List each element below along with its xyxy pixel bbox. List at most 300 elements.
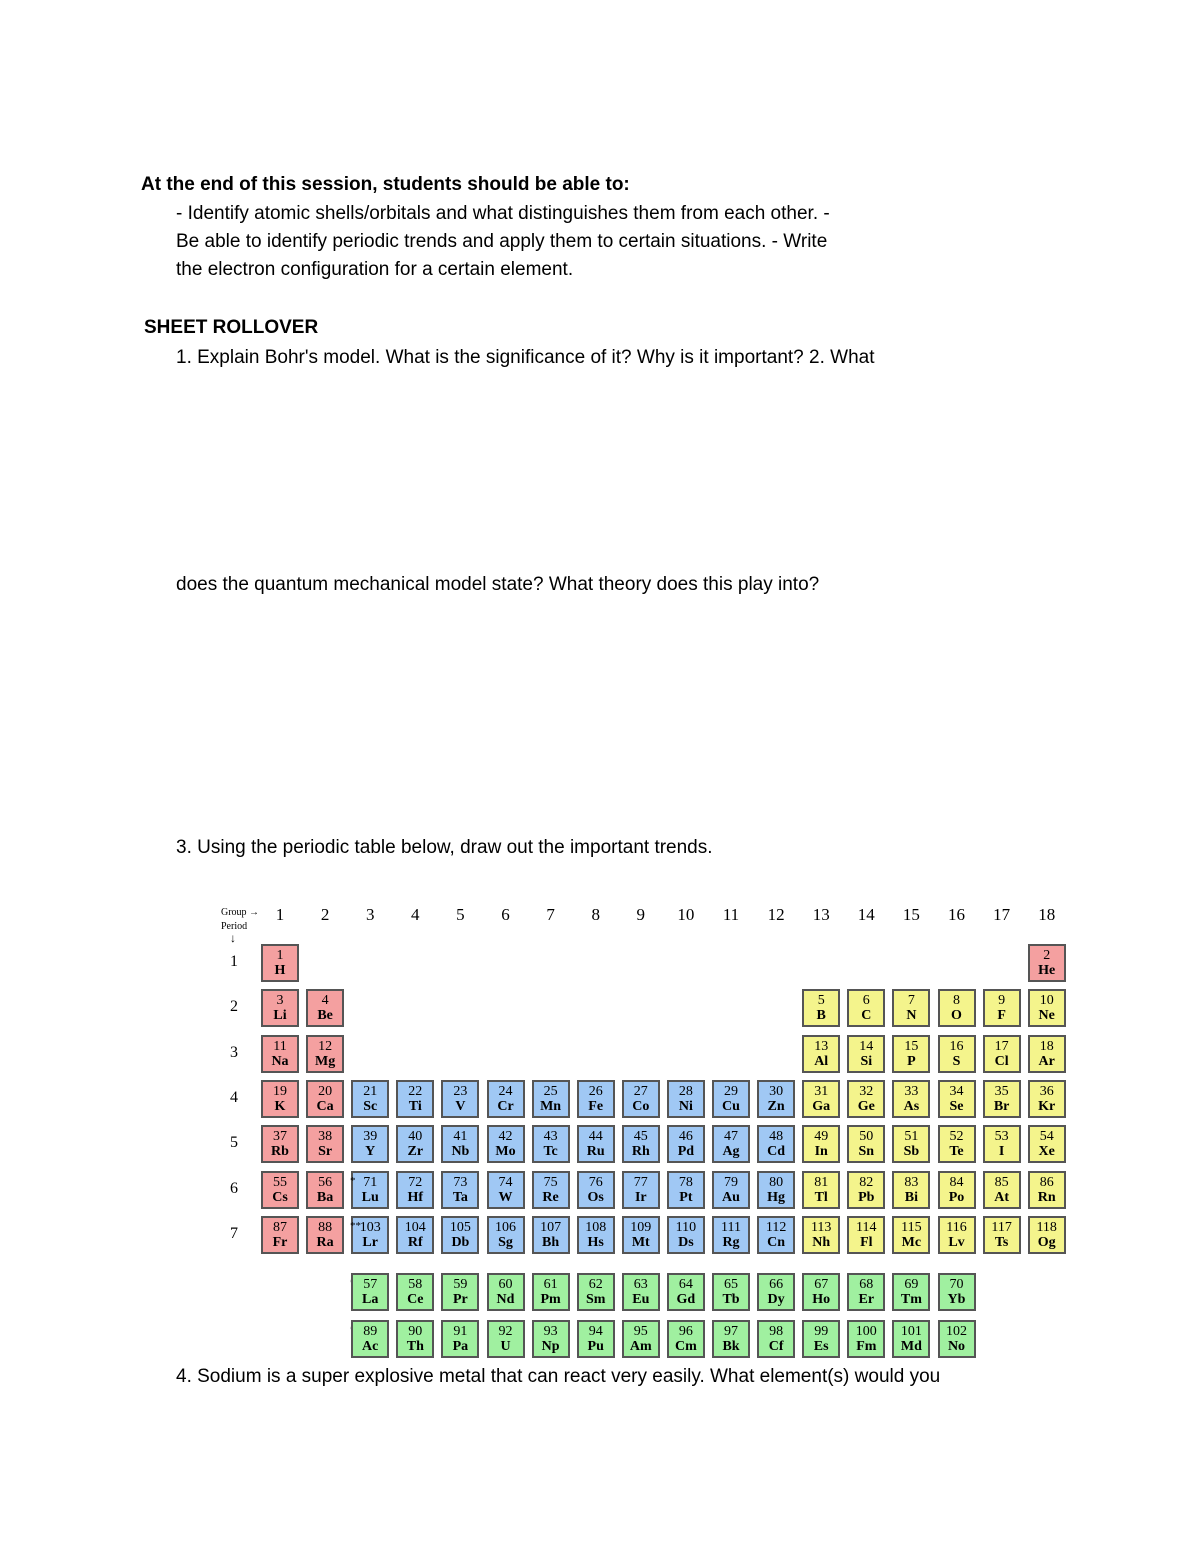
element-symbol: At <box>994 1189 1009 1205</box>
element-symbol: Hg <box>767 1189 786 1205</box>
element-symbol: Bh <box>542 1234 560 1250</box>
element-symbol: Dy <box>767 1292 785 1307</box>
atomic-number: 117 <box>991 1219 1012 1235</box>
atomic-number: 7 <box>907 993 915 1009</box>
element-cell <box>577 1171 615 1209</box>
element-symbol: Ca <box>316 1098 334 1114</box>
period-arrow: ↓ <box>230 931 236 945</box>
element-symbol: Zr <box>407 1144 424 1160</box>
element-cell <box>396 1171 434 1209</box>
element-cell <box>441 1125 479 1163</box>
element-cell <box>938 989 976 1027</box>
element-cell <box>261 989 299 1027</box>
element-cell <box>441 1080 479 1118</box>
atomic-number: 41 <box>453 1129 468 1145</box>
element-cell <box>757 1125 795 1163</box>
atomic-number: 58 <box>408 1277 423 1292</box>
element-cell <box>712 1320 750 1358</box>
atomic-number: 54 <box>1039 1129 1054 1145</box>
element-symbol: P <box>907 1053 916 1069</box>
element-cell <box>667 1273 705 1311</box>
group-number: 1 <box>275 905 285 924</box>
element-symbol: Am <box>629 1339 652 1354</box>
atomic-number: 87 <box>273 1219 287 1235</box>
element-cell <box>261 1035 299 1073</box>
group-number: 9 <box>636 905 646 924</box>
element-symbol: S <box>952 1053 961 1069</box>
atomic-number: 107 <box>540 1219 562 1235</box>
element-cell <box>847 1125 885 1163</box>
atomic-number: 83 <box>904 1174 919 1190</box>
group-number: 12 <box>767 905 785 924</box>
element-symbol: Eu <box>632 1292 650 1307</box>
atomic-number: 20 <box>318 1083 333 1099</box>
element-symbol: Br <box>993 1098 1010 1114</box>
element-symbol: Cl <box>994 1053 1009 1069</box>
question-1: 1. Explain Bohr's model. What is the significance of it? Why is it important? 2. What <box>176 347 875 368</box>
element-symbol: Sb <box>903 1144 920 1160</box>
element-symbol: Sr <box>318 1144 333 1160</box>
period-number: 2 <box>230 998 238 1016</box>
element-cell <box>1028 944 1066 982</box>
atomic-number: 10 <box>1039 993 1054 1009</box>
atomic-number: 73 <box>453 1174 468 1190</box>
atomic-number: 47 <box>724 1129 738 1145</box>
element-cell <box>532 1216 570 1254</box>
element-symbol: H <box>274 963 286 978</box>
atomic-number: 22 <box>408 1083 423 1099</box>
element-cell <box>938 1320 976 1358</box>
element-cell <box>351 1171 389 1209</box>
objective-line-2: Be able to identify periodic trends and apply them to certain situations. - Write <box>176 231 828 252</box>
atomic-number: 59 <box>453 1277 468 1292</box>
element-symbol: Pu <box>587 1339 604 1354</box>
atomic-number: 27 <box>633 1083 648 1099</box>
element-cell <box>802 989 840 1027</box>
atomic-number: 70 <box>949 1277 964 1292</box>
atomic-number: 110 <box>675 1219 697 1235</box>
element-cell <box>622 1320 660 1358</box>
atomic-number: 115 <box>901 1219 922 1235</box>
element-cell <box>306 1171 344 1209</box>
atomic-number: 97 <box>724 1324 738 1339</box>
element-cell <box>892 1125 930 1163</box>
element-symbol: Md <box>900 1339 922 1354</box>
element-symbol: Nh <box>812 1234 831 1250</box>
element-cell <box>1028 1035 1066 1073</box>
element-cell <box>396 1320 434 1358</box>
element-symbol: Ge <box>857 1098 875 1114</box>
atomic-number: 46 <box>678 1129 693 1145</box>
element-cell <box>577 1125 615 1163</box>
element-cell <box>667 1125 705 1163</box>
atomic-number: 79 <box>724 1174 738 1190</box>
atomic-number: 86 <box>1039 1174 1054 1190</box>
element-symbol: Ts <box>994 1234 1009 1250</box>
element-cell <box>1028 1080 1066 1118</box>
element-cell <box>261 1171 299 1209</box>
element-cell <box>938 1273 976 1311</box>
element-cell <box>757 1080 795 1118</box>
element-cell <box>667 1320 705 1358</box>
element-symbol: Tb <box>722 1292 740 1307</box>
atomic-number: 19 <box>273 1083 287 1099</box>
element-cell <box>802 1080 840 1118</box>
atomic-number: 63 <box>633 1277 648 1292</box>
atomic-number: 16 <box>949 1038 964 1054</box>
group-number: 5 <box>456 905 465 924</box>
element-cell <box>757 1273 795 1311</box>
atomic-number: 72 <box>408 1174 423 1190</box>
element-cell <box>577 1320 615 1358</box>
atomic-number: 49 <box>814 1129 829 1145</box>
element-symbol: Te <box>949 1144 964 1160</box>
atomic-number: 64 <box>678 1277 693 1292</box>
period-number: 1 <box>230 953 238 970</box>
atomic-number: 55 <box>273 1174 287 1190</box>
element-cell <box>306 989 344 1027</box>
element-cell <box>622 1171 660 1209</box>
element-cell <box>351 1273 389 1311</box>
element-cell <box>938 1125 976 1163</box>
element-cell <box>261 1080 299 1118</box>
atomic-number: 50 <box>859 1129 874 1145</box>
element-cell <box>847 1320 885 1358</box>
group-number: 11 <box>722 905 740 924</box>
element-symbol: Be <box>317 1008 333 1024</box>
element-symbol: Re <box>542 1189 559 1205</box>
element-cell <box>577 1080 615 1118</box>
atomic-number: 94 <box>588 1324 603 1339</box>
period-number: 4 <box>230 1088 238 1106</box>
element-cell <box>757 1216 795 1254</box>
element-symbol: Na <box>271 1053 289 1069</box>
atomic-number: 101 <box>900 1324 922 1339</box>
element-symbol: Kr <box>1038 1098 1056 1114</box>
element-symbol: Li <box>273 1008 287 1024</box>
atomic-number: 96 <box>678 1324 693 1339</box>
atomic-number: 90 <box>408 1324 423 1339</box>
element-cell <box>983 989 1021 1027</box>
element-symbol: Th <box>406 1339 424 1354</box>
atomic-number: 44 <box>588 1129 603 1145</box>
group-number: 14 <box>857 905 875 924</box>
element-cell <box>306 1125 344 1163</box>
element-cell <box>441 1320 479 1358</box>
atomic-number: 8 <box>953 993 960 1009</box>
element-cell <box>622 1216 660 1254</box>
element-cell <box>667 1080 705 1118</box>
element-cell <box>802 1320 840 1358</box>
atomic-number: 4 <box>321 993 329 1009</box>
atomic-number: 57 <box>363 1277 378 1292</box>
element-symbol: Cf <box>768 1339 784 1354</box>
atomic-number: 39 <box>363 1129 378 1145</box>
element-cell <box>847 989 885 1027</box>
atomic-number: 71 <box>363 1174 378 1190</box>
element-cell <box>396 1273 434 1311</box>
actinide-marker: ** <box>350 1219 361 1232</box>
atomic-number: 98 <box>769 1324 784 1339</box>
element-symbol: Ag <box>722 1144 740 1160</box>
element-symbol: Gd <box>676 1292 696 1307</box>
period-number: 5 <box>230 1134 238 1152</box>
element-symbol: Mo <box>495 1144 516 1160</box>
element-symbol: Ti <box>408 1098 422 1114</box>
element-symbol: Ta <box>452 1189 468 1205</box>
element-symbol: Bi <box>904 1189 918 1205</box>
atomic-number: 111 <box>721 1219 741 1235</box>
element-cell <box>712 1273 750 1311</box>
element-cell <box>1028 989 1066 1027</box>
atomic-number: 93 <box>543 1324 558 1339</box>
element-symbol: U <box>500 1339 511 1354</box>
group-number: 10 <box>677 905 695 924</box>
element-cell <box>396 1125 434 1163</box>
atomic-number: 102 <box>946 1324 967 1339</box>
element-cell <box>396 1216 434 1254</box>
element-symbol: Sn <box>858 1144 875 1160</box>
element-cell <box>712 1125 750 1163</box>
atomic-number: 62 <box>588 1277 603 1292</box>
atomic-number: 34 <box>949 1083 964 1099</box>
element-symbol: Ne <box>1038 1008 1055 1024</box>
element-symbol: Zn <box>767 1098 785 1114</box>
atomic-number: 92 <box>498 1324 513 1339</box>
atomic-number: 68 <box>859 1277 874 1292</box>
element-cell <box>487 1125 525 1163</box>
element-symbol: In <box>814 1144 828 1160</box>
atomic-number: 104 <box>404 1219 426 1235</box>
atomic-number: 28 <box>678 1083 693 1099</box>
element-cell <box>983 1035 1021 1073</box>
element-symbol: Fm <box>856 1339 877 1354</box>
element-symbol: W <box>498 1189 513 1205</box>
element-symbol: Rh <box>631 1144 650 1160</box>
atomic-number: 6 <box>862 993 870 1009</box>
element-symbol: Lu <box>361 1189 379 1205</box>
element-symbol: Lv <box>948 1234 965 1250</box>
element-symbol: F <box>997 1008 1006 1024</box>
element-cell <box>261 1125 299 1163</box>
element-symbol: Pr <box>453 1292 468 1307</box>
element-symbol: Hs <box>587 1234 604 1250</box>
atomic-number: 103 <box>359 1219 381 1235</box>
element-symbol: Cr <box>497 1098 514 1114</box>
element-cell <box>802 1035 840 1073</box>
atomic-number: 53 <box>994 1129 1009 1145</box>
element-cell <box>441 1273 479 1311</box>
atomic-number: 33 <box>904 1083 919 1099</box>
atomic-number: 11 <box>273 1038 287 1054</box>
element-symbol: Hf <box>407 1189 424 1205</box>
atomic-number: 43 <box>543 1129 558 1145</box>
element-cell <box>712 1216 750 1254</box>
element-symbol: C <box>861 1008 872 1024</box>
atomic-number: 67 <box>814 1277 829 1292</box>
element-cell <box>532 1171 570 1209</box>
element-symbol: Sc <box>363 1098 378 1114</box>
group-number: 4 <box>411 905 420 924</box>
atomic-number: 89 <box>363 1324 378 1339</box>
element-cell <box>938 1216 976 1254</box>
element-symbol: N <box>906 1008 917 1024</box>
element-cell <box>847 1273 885 1311</box>
element-symbol: Tc <box>543 1144 558 1160</box>
element-cell <box>757 1171 795 1209</box>
atomic-number: 51 <box>904 1129 919 1145</box>
element-symbol: Mc <box>901 1234 922 1250</box>
atomic-number: 3 <box>276 993 284 1009</box>
element-symbol: K <box>274 1098 286 1114</box>
element-symbol: Nd <box>496 1292 515 1307</box>
element-symbol: Al <box>814 1053 829 1069</box>
element-symbol: Pd <box>677 1144 695 1160</box>
atomic-number: 37 <box>273 1129 287 1145</box>
element-symbol: Tl <box>814 1189 828 1205</box>
element-symbol: Rn <box>1037 1189 1056 1205</box>
atomic-number: 1 <box>276 948 284 963</box>
objectives-heading: At the end of this session, students should be able to: <box>141 174 630 195</box>
atomic-number: 80 <box>769 1174 784 1190</box>
element-cell <box>892 1320 930 1358</box>
element-symbol: Ho <box>812 1292 831 1307</box>
element-symbol: Cs <box>272 1189 288 1205</box>
element-cell <box>983 1125 1021 1163</box>
element-symbol: Sm <box>585 1292 606 1307</box>
atomic-number: 14 <box>859 1038 874 1054</box>
atomic-number: 45 <box>633 1129 648 1145</box>
element-cell <box>802 1171 840 1209</box>
atomic-number: 69 <box>904 1277 919 1292</box>
atomic-number: 109 <box>630 1219 652 1235</box>
element-cell <box>532 1273 570 1311</box>
element-cell <box>441 1171 479 1209</box>
element-cell <box>847 1080 885 1118</box>
atomic-number: 61 <box>543 1277 558 1292</box>
element-cell <box>1028 1125 1066 1163</box>
element-symbol: Es <box>813 1339 829 1354</box>
element-symbol: Ra <box>316 1234 334 1250</box>
element-cell <box>847 1216 885 1254</box>
atomic-number: 75 <box>543 1174 558 1190</box>
group-number: 3 <box>365 905 375 924</box>
element-cell <box>487 1273 525 1311</box>
element-symbol: Fr <box>272 1234 288 1250</box>
element-symbol: Cd <box>767 1144 786 1160</box>
objective-line-3: the electron configuration for a certain element. <box>176 259 574 280</box>
element-cell <box>892 1035 930 1073</box>
group-number: 16 <box>948 905 965 924</box>
element-cell <box>532 1125 570 1163</box>
element-cell <box>622 1125 660 1163</box>
period-label: Period <box>221 921 248 932</box>
element-cell <box>847 1171 885 1209</box>
element-symbol: Pb <box>858 1189 875 1205</box>
element-symbol: I <box>998 1144 1005 1160</box>
element-cell <box>622 1273 660 1311</box>
element-symbol: Mn <box>540 1098 562 1114</box>
element-symbol: Og <box>1037 1234 1056 1250</box>
atomic-number: 118 <box>1036 1219 1057 1235</box>
element-symbol: Ru <box>586 1144 605 1160</box>
element-symbol: Y <box>365 1144 376 1160</box>
group-label: Group → <box>221 907 260 918</box>
element-cell <box>306 1035 344 1073</box>
atomic-number: 100 <box>855 1324 877 1339</box>
element-symbol: B <box>816 1008 826 1024</box>
element-cell <box>757 1320 795 1358</box>
group-number: 17 <box>993 905 1011 924</box>
atomic-number: 56 <box>318 1174 333 1190</box>
atomic-number: 82 <box>859 1174 874 1190</box>
objective-line-1: - Identify atomic shells/orbitals and what distinguishes them from each other. - <box>176 203 830 224</box>
group-number: 6 <box>501 905 510 924</box>
element-cell <box>847 1035 885 1073</box>
element-symbol: No <box>947 1339 966 1354</box>
element-cell <box>892 1216 930 1254</box>
atomic-number: 9 <box>998 993 1006 1009</box>
atomic-number: 29 <box>724 1083 738 1099</box>
atomic-number: 95 <box>633 1324 648 1339</box>
element-symbol: Cu <box>722 1098 740 1114</box>
atomic-number: 108 <box>585 1219 607 1235</box>
question-4: 4. Sodium is a super explosive metal that can react very easily. What element(s) would you <box>176 1366 941 1387</box>
element-cell <box>577 1273 615 1311</box>
element-symbol: Sg <box>498 1234 513 1250</box>
element-symbol: Ni <box>678 1098 693 1114</box>
element-cell <box>532 1320 570 1358</box>
atomic-number: 112 <box>765 1219 787 1235</box>
element-symbol: Co <box>632 1098 650 1114</box>
element-cell <box>306 1216 344 1254</box>
element-symbol: Yb <box>947 1292 966 1307</box>
element-cell <box>938 1171 976 1209</box>
element-cell <box>667 1171 705 1209</box>
element-symbol: Rf <box>407 1234 423 1250</box>
element-symbol: Fe <box>588 1098 604 1114</box>
atomic-number: 40 <box>408 1129 423 1145</box>
atomic-number: 85 <box>994 1174 1009 1190</box>
lanthanide-marker: * <box>350 1174 356 1187</box>
element-cell <box>667 1216 705 1254</box>
atomic-number: 35 <box>994 1083 1009 1099</box>
atomic-number: 21 <box>363 1083 378 1099</box>
question-2-continued: does the quantum mechanical model state? What theory does this play into? <box>176 574 820 595</box>
atomic-number: 30 <box>769 1083 784 1099</box>
atomic-number: 52 <box>949 1129 964 1145</box>
element-symbol: V <box>455 1098 466 1114</box>
element-symbol: O <box>951 1008 962 1024</box>
element-cell <box>802 1273 840 1311</box>
element-cell <box>441 1216 479 1254</box>
element-symbol: Se <box>949 1098 964 1114</box>
element-cell <box>802 1125 840 1163</box>
atomic-number: 36 <box>1039 1083 1054 1099</box>
atomic-number: 38 <box>318 1129 333 1145</box>
atomic-number: 66 <box>769 1277 784 1292</box>
atomic-number: 88 <box>318 1219 333 1235</box>
element-symbol: Cm <box>675 1339 697 1354</box>
element-symbol: Po <box>948 1189 965 1205</box>
atomic-number: 113 <box>810 1219 832 1235</box>
element-cell <box>892 1171 930 1209</box>
element-cell <box>712 1171 750 1209</box>
atomic-number: 5 <box>817 993 825 1009</box>
group-number: 2 <box>320 905 330 924</box>
period-number: 7 <box>230 1224 238 1242</box>
element-symbol: Pm <box>540 1292 561 1307</box>
